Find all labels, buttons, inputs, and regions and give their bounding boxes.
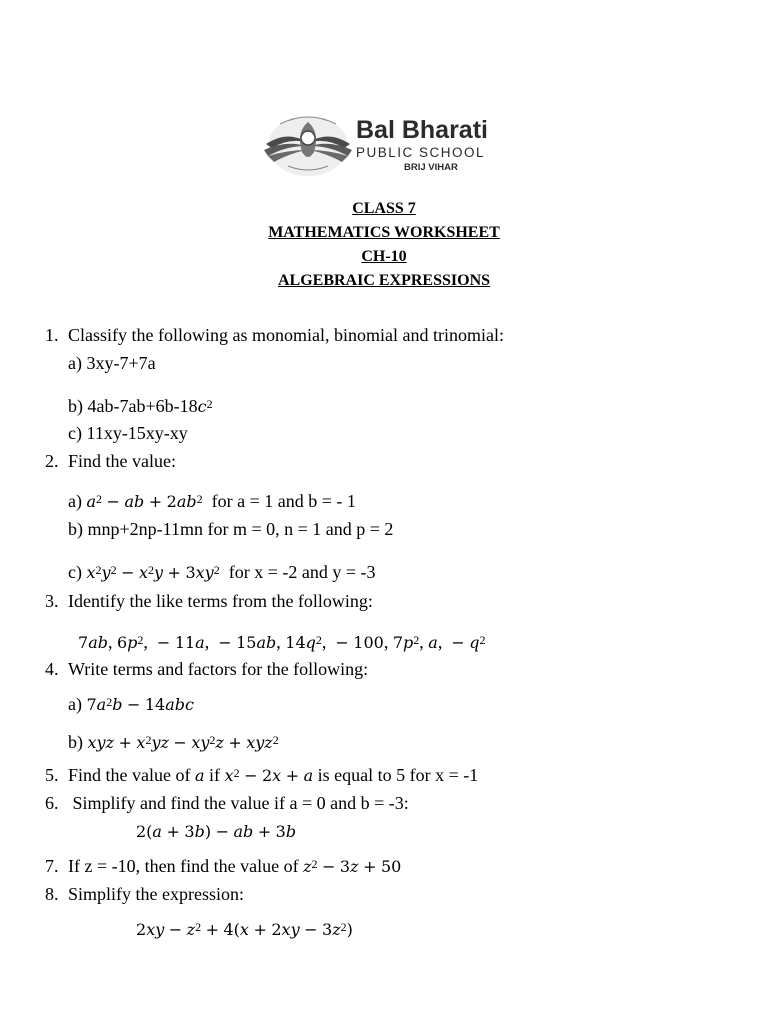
- question-3: 3. Identify the like terms from the following:: [45, 591, 373, 611]
- question-6-expression: 2(a + 3b) − ab + 3b: [136, 822, 297, 841]
- topic-heading: ALGEBRAIC EXPRESSIONS: [277, 272, 491, 289]
- question-1a: a) 3xy-7+7a: [68, 353, 156, 373]
- like-terms-list: 7ab, $6p^2$, − 11a, − 15ab, $14q^2$, − 100, $7p^2$, a, − $q^2$: [78, 632, 486, 652]
- school-logo: [258, 108, 520, 180]
- school-name: Bal Bharati: [356, 116, 488, 144]
- question-8: 8. Simplify the expression:: [45, 884, 244, 904]
- question-2c: c) $x^2y^2 - x^2y + 3xy^2$ for x = -2 and y = -3: [68, 562, 376, 582]
- school-subtitle: PUBLIC SCHOOL: [356, 145, 486, 160]
- subject-heading: MATHEMATICS WORKSHEET: [268, 224, 500, 241]
- question-4: 4. Write terms and factors for the following:: [45, 659, 369, 679]
- question-2b: b) mnp+2np-11mn for m = 0, n = 1 and p = 2: [68, 519, 394, 539]
- school-location: BRIJ VIHAR: [404, 162, 458, 173]
- question-2a: a) $a^2$ − ab + $2ab^2$ for a = 1 and b = - 1: [68, 491, 356, 511]
- question-7: 7. If z = -10, then find the value of $z^2 - 3z + 50$: [45, 856, 402, 876]
- question-4a: a) $7a^2b - 14abc$: [68, 694, 194, 714]
- question-4b: b) xyz + $x^2yz - xy^2z + xyz^2$: [68, 732, 279, 752]
- class-heading: CLASS 7: [352, 200, 416, 217]
- question-6: 6. Simplify and find the value if a = 0 and b = -3:: [45, 793, 409, 813]
- question-2: 2. Find the value:: [45, 451, 176, 471]
- winged-emblem-icon: [258, 108, 356, 180]
- question-5: 5. Find the value of a if $x^2 - 2x + a$ is equal to 5 for x = -1: [45, 765, 479, 785]
- question-1b: b) $4ab-7ab+6b-18c^2$: [68, 396, 213, 416]
- question-1c: c) 11xy-15xy-xy: [68, 423, 188, 443]
- question-8-expression: $2xy - z^2 + 4(x + 2xy - 3z^2)$: [136, 920, 353, 939]
- chapter-heading: CH-10: [361, 248, 407, 265]
- question-1: 1. Classify the following as monomial, binomial and trinomial:: [45, 325, 504, 345]
